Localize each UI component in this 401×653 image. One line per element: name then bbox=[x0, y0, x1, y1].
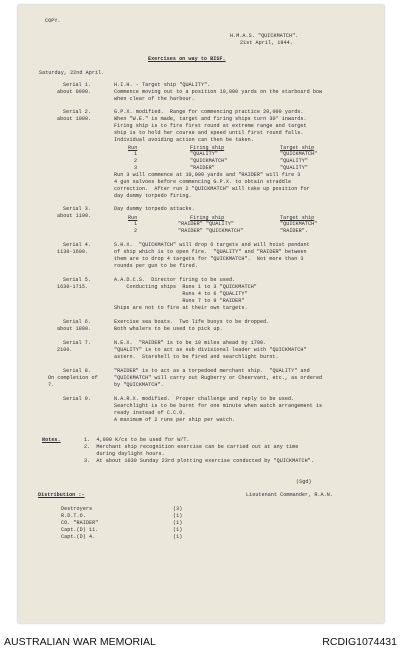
distribution-item: Destroyers bbox=[61, 506, 93, 512]
serial-text-line: S.H.X. "QUICKMATCH" will drop 6 targets and will hoist pendant bbox=[114, 242, 310, 248]
table-cell: "QUICKMATCH" bbox=[280, 221, 318, 227]
signature-sgd: (Sgd) bbox=[296, 479, 312, 485]
distribution-item: R.D.T.O. bbox=[61, 513, 86, 519]
serial-time: about 1800. bbox=[57, 326, 92, 332]
serial-time: 2100. bbox=[57, 347, 73, 353]
footer-archive-name: AUSTRALIAN WAR MEMORIAL bbox=[4, 636, 156, 648]
table-cell: "QUALITY" bbox=[190, 151, 218, 157]
serial-text-line: of ship which is to open fire. "QUALITY" and "RAIDER" between bbox=[114, 249, 307, 255]
serial-text-line: ship is to hold her course and speed until first round falls. bbox=[114, 130, 304, 136]
serial-text-line: When "W.E." is made, target and firing ships turn 30° inwards. bbox=[114, 116, 307, 122]
serial-text-line: rounds per gun to be fired. bbox=[114, 263, 198, 269]
serial-label: Serial 5. bbox=[63, 277, 91, 283]
serial-text-line: N.E.X. "RAIDER" is to be 10 miles ahead by 1700. bbox=[114, 340, 267, 346]
serial-text-line: astern. Starshell to be fired and searchlight burnt. bbox=[114, 354, 279, 360]
distribution-count: (1) bbox=[173, 513, 183, 519]
serial-text-line: Individual avoiding action can then be taken. bbox=[114, 137, 254, 143]
serial-label: Serial 6. bbox=[63, 319, 91, 325]
serial-label: Serial 1. bbox=[63, 82, 91, 88]
serial-text-line: Both whalers to be used to pick up. bbox=[114, 326, 223, 332]
serial-label: Serial 8. bbox=[63, 368, 91, 374]
serial-text-line: A maximum of 2 runs per ship per watch. bbox=[114, 417, 236, 423]
distribution-item: CO. "RAIDER" bbox=[61, 520, 99, 526]
table-cell: "RAIDER" "QUICKMATCH" bbox=[178, 228, 244, 234]
serial-text-line: Commence moving out to a position 10,000 yards on the starboard bow bbox=[114, 89, 323, 95]
serial-text-line: ready instead of C.C.O. bbox=[114, 410, 186, 416]
table-cell: 2 bbox=[134, 158, 138, 164]
serial-text-line: "QUICKMATCH" will carry out Rugberry or Cheervant, etc., as ordered bbox=[114, 375, 323, 381]
table-cell: "QUICKMATCH" bbox=[190, 158, 228, 164]
distribution-item: Capt.(D) 11. bbox=[61, 527, 99, 533]
footer-record-id: RCDIG1074431 bbox=[322, 636, 397, 648]
table-cell: "RAIDER" bbox=[190, 165, 215, 171]
distribution-count: (1) bbox=[173, 534, 183, 540]
notes-heading: Notes. bbox=[42, 437, 61, 443]
serial-label: Serial 2. bbox=[63, 109, 91, 115]
serial-text-line: Conducting ships Runs 1 to 3 "QUICKMATCH" bbox=[114, 284, 257, 290]
distribution-count: (1) bbox=[173, 527, 183, 533]
table-header-run: Run bbox=[128, 145, 138, 151]
distribution-count: (3) bbox=[173, 506, 183, 512]
serial-text-line: Runs 4 to 6 "QUALITY" bbox=[114, 291, 248, 297]
table-header-run: Run bbox=[128, 215, 138, 221]
serial-text-line: them are to drop 4 targets for "QUICKMATCH". Not more than 3 bbox=[114, 256, 304, 262]
serial-text-line: "QUALITY" is to act as sub divisional leader with "QUICKMATCH" bbox=[114, 347, 307, 353]
table-header-firing: Firing ship bbox=[190, 145, 225, 151]
table-cell: 1 bbox=[134, 221, 138, 227]
document-page bbox=[18, 5, 384, 623]
table-cell: "QUALITY" bbox=[280, 165, 308, 171]
table-header-firing: Firing ship bbox=[190, 215, 225, 221]
serial-text-line: by "QUICKMATCH". bbox=[114, 382, 164, 388]
serial-time: about 1100. bbox=[57, 213, 92, 219]
serial-text-line: Runs 7 to 9 "RAIDER" bbox=[114, 298, 245, 304]
table-header-target: Target ship bbox=[280, 215, 315, 221]
serial-text-line: Firing ship is to fire first round at extreme range and target bbox=[114, 123, 307, 129]
table-header-target: Target ship bbox=[280, 145, 315, 151]
note-line: 3. At about 1030 Sunday 23rd plotting exercise conducted by "QUICKMATCH". bbox=[84, 458, 314, 464]
note-line: during daylight hours. bbox=[84, 451, 165, 457]
serial-time: 1630-1715. bbox=[57, 284, 89, 290]
serial-label: Serial 9. bbox=[63, 396, 91, 402]
note-line: 2. Merchant ship recognition exercise can be carried out at any time bbox=[84, 444, 299, 450]
table-cell: 1 bbox=[134, 151, 138, 157]
serial-text-line: "RAIDER" is to act as a torpedoed merchant ship. "QUALITY" and bbox=[114, 368, 310, 374]
document-title: Exercises on way to BISF. bbox=[148, 56, 226, 62]
note-line: 1. 4,000 K/cs to be used for W/T. bbox=[84, 437, 190, 443]
serial-text-line: Run 3 will commence at 10,000 yards and "RAIDER" will fire 3 bbox=[114, 172, 301, 178]
ship-name: H.M.A.S. "QUICKMATCH". bbox=[230, 33, 299, 39]
table-cell: "QUALITY" bbox=[280, 158, 308, 164]
serial-text-line: G.P.X. modified. Range for commencing practice 20,000 yards. bbox=[114, 109, 304, 115]
serial-label: Serial 7. bbox=[63, 340, 91, 346]
serial-text-line: correction. After run 2 "QUICKMATCH" will take up position for bbox=[114, 186, 310, 192]
document-date: 21st April, 1944. bbox=[240, 40, 293, 46]
serial-text-line: Searchlight is to be burnt for one minute when watch arrangement is bbox=[114, 403, 323, 409]
serial-label: Serial 3. bbox=[63, 206, 91, 212]
serial-text-line: A.A.D.C.S. Director firing to be used. bbox=[114, 277, 236, 283]
signature-rank: Lieutenant Commander, R.A.N. bbox=[246, 492, 333, 498]
serial-text-line: N.A.R.X. modified. Proper challenge and reply to be used. bbox=[114, 396, 295, 402]
serial-time: 1130-1600. bbox=[57, 249, 89, 255]
table-cell: "RAIDER". bbox=[280, 228, 308, 234]
serial-text-line: Ships are not to fire at their own targets. bbox=[114, 305, 248, 311]
serial-text-line: Day dummy torpedo attacks. bbox=[114, 206, 195, 212]
serial-text-line: H.I.H. - Target ship "QUALITY". bbox=[114, 82, 211, 88]
copy-mark: COPY. bbox=[45, 18, 61, 24]
day-heading: Saturday, 22nd April. bbox=[39, 70, 105, 76]
table-cell: "RAIDER" "QUALITY" bbox=[178, 221, 234, 227]
serial-time: about 0900. bbox=[57, 89, 92, 95]
distribution-item: Capt.(D) 4. bbox=[61, 534, 96, 540]
serial-text-line: 4 gun salvoes before commencing G.P.X. to obtain straddle bbox=[114, 179, 292, 185]
table-cell: 3 bbox=[134, 165, 138, 171]
table-cell: 2 bbox=[134, 228, 138, 234]
serial-label: Serial 4. bbox=[63, 242, 91, 248]
serial-text-line: Exercise sea boats. Two life buoys to be dropped. bbox=[114, 319, 270, 325]
distribution-count: (1) bbox=[173, 520, 183, 526]
serial-time: about 1000. bbox=[57, 116, 92, 122]
serial-text-line: when clear of the harbour. bbox=[114, 96, 195, 102]
serial-text-line: day dummy torpedo firing. bbox=[114, 193, 192, 199]
table-cell: "QUICKMATCH" bbox=[280, 151, 318, 157]
serial-time: On completion of 7. bbox=[48, 375, 98, 388]
distribution-heading: Distribution :- bbox=[38, 492, 85, 498]
